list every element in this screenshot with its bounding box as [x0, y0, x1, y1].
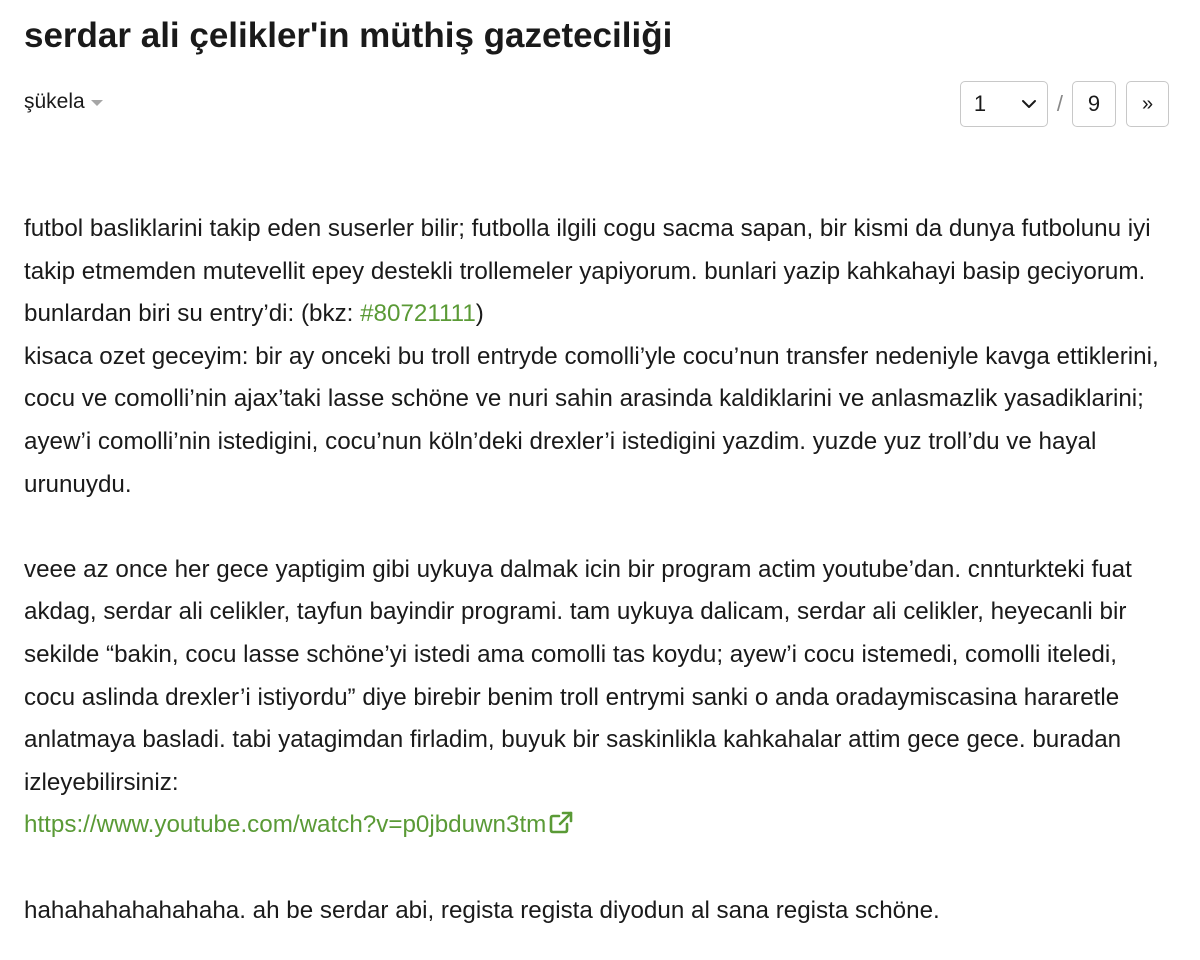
youtube-link[interactable] — [24, 811, 574, 838]
entry-text: ) — [475, 300, 484, 328]
paragraph-gap — [24, 506, 1174, 549]
chevron-down-icon — [1021, 96, 1037, 112]
page-select[interactable] — [960, 81, 1048, 127]
last-page-button[interactable]: 9 — [1072, 81, 1116, 127]
page-select-value: 1 — [973, 91, 987, 116]
entry-content — [24, 208, 1174, 932]
entry-text: futbol basliklarini takip eden suserler bilir; futbolla ilgili cogu sacma sapan, bir kismi da dunya futbolunu iyi takip etmemden mutevellit epey destekli trollemeler yapiyorum. bunlari yazip kahkahayi basip geciyorum. bunlardan biri su entry’di: (bkz: — [24, 215, 1151, 328]
youtube-link-text: https://www.youtube.com/watch?v=p0jbduwn3tm — [24, 811, 547, 839]
pagination — [960, 81, 1169, 127]
caret-down-icon — [91, 100, 103, 106]
next-page-button[interactable]: » — [1126, 81, 1169, 127]
entry-paragraph-2: kisaca ozet geceyim: bir ay onceki bu troll entryde comolli’yle cocu’nun transfer nedeniyle kavga ettiklerini, cocu ve comolli’nin ajax’taki lasse schöne ve nuri sahin arasinda kaldiklarini ve anlasmazlik yasadiklarini; ayew’i comolli’nin istedigini, cocu’nun köln’deki drexler’i istedigini yazdim. yuzde yuz troll’du ve hayal urunuydu. — [24, 342, 1159, 498]
entry-paragraph-1 — [24, 208, 1174, 336]
entry-text: veee az once her gece yaptigim gibi uykuya dalmak icin bir program actim youtube’dan. cnnturkteki fuat akdag, serdar ali celikler, tayfun bayindir programi. tam uykuya dalicam, serdar ali celikler, heyecanli bir sekilde “bakin, cocu lasse schöne’yi istedi ama comolli tas koydu; ayew’i cocu istemedi, comolli iteledi, cocu aslinda drexler’i istiyordu” diye birebir benim troll entrymi sanki o anda oradaymiscasina hararetle anlatmaya basladi. tabi yatagimdan firladim, buyuk bir saskinlikla kahkahalar attim gece gece. buradan izleyebilirsiniz: — [24, 555, 1132, 796]
external-link-icon — [548, 810, 574, 834]
topic-title[interactable]: serdar ali çelikler'in müthiş gazeteciliği — [24, 16, 673, 55]
paragraph-gap — [24, 847, 1174, 890]
page-separator: / — [1056, 91, 1063, 116]
sort-label: şükela — [24, 90, 85, 113]
entry-paragraph-4: hahahahahahahaha. ah be serdar abi, regista regista diyodun al sana regista schöne. — [24, 896, 940, 924]
entry-paragraph-3 — [24, 549, 1174, 847]
entry-reference-link[interactable]: #80721111 — [360, 300, 476, 328]
sort-dropdown[interactable] — [24, 88, 103, 116]
